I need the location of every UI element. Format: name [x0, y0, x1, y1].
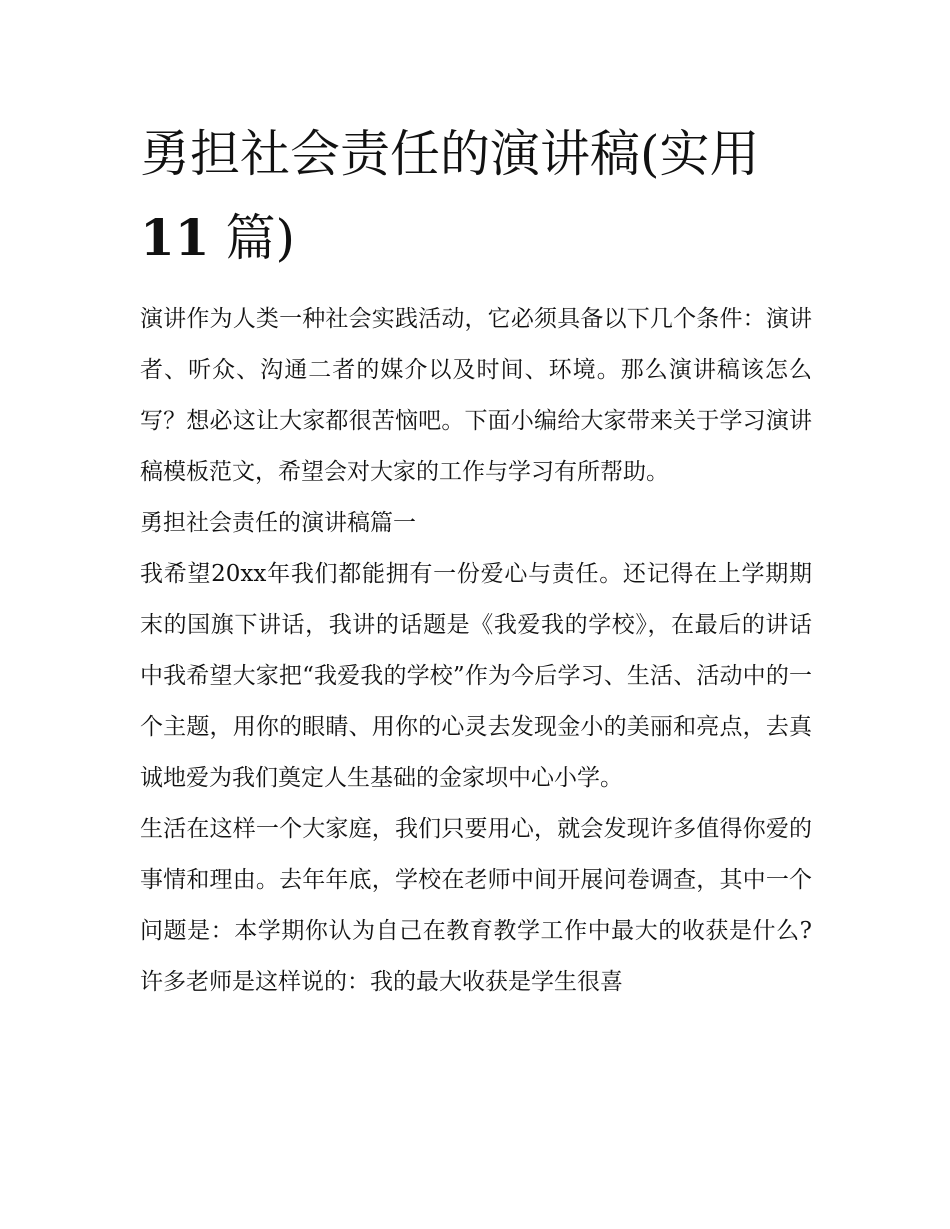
intro-paragraph: 演讲作为人类一种社会实践活动，它必须具备以下几个条件：演讲者、听众、沟通二者的媒介以及时间、环境。那么演讲稿该怎么写？想必这让大家都很苦恼吧。下面小编给大家带来关于学习演讲稿模板范文，希望会对大家的工作与学习有所帮助。	[140, 306, 812, 485]
body-paragraph-2: 生活在这样一个大家庭，我们只要用心，就会发现许多值得你爱的事情和理由。去年年底，学校在老师中间开展问卷调查，其中一个问题是：本学期你认为自己在教育教学工作中最大的收获是什么?许多老师是这样说的：我的最大收获是学生很喜	[140, 816, 812, 995]
document-title-tail: 篇)	[225, 209, 296, 267]
document-body	[140, 112, 812, 1008]
document-title	[140, 112, 780, 280]
body-paragraph-1: 我希望20xx年我们都能拥有一份爱心与责任。还记得在上学期期末的国旗下讲话，我讲的话题是《我爱我的学校》，在最后的讲话中我希望大家把“我爱我的学校”作为今后学习、生活、活动中的一个主题，用你的眼睛、用你的心灵去发现金小的美丽和亮点，去真诚地爱为我们奠定人生基础的金家坝中心小学。	[140, 561, 812, 791]
document-title-main: 勇担社会责任的演讲稿(实用	[140, 125, 760, 183]
document-title-count: 11	[140, 208, 210, 267]
section-heading: 勇担社会责任的演讲稿篇一	[140, 510, 416, 536]
